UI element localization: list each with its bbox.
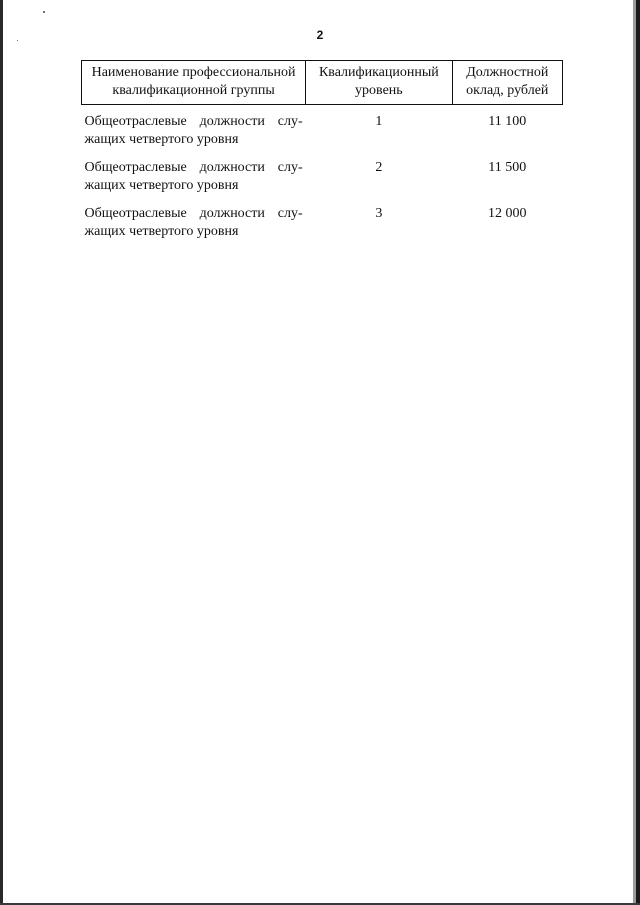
table-row — [82, 105, 563, 150]
table-row — [82, 149, 563, 195]
page-number: 2 — [316, 28, 324, 42]
row-group: Общеотраслевые должности слу-жащих четвертого уровня — [84, 206, 303, 239]
row-level: 3 — [375, 206, 383, 221]
header-level: Квалификационный уровень — [306, 61, 452, 105]
row-level: 1 — [375, 114, 383, 129]
scan-right-edge — [636, 0, 640, 905]
row-level: 2 — [375, 160, 383, 175]
header-group: Наименование профессиональной квалификационной группы — [82, 61, 306, 105]
header-salary: Должностной оклад, рублей — [452, 61, 562, 105]
salary-table — [81, 60, 563, 241]
scan-left-edge — [0, 0, 3, 905]
table-row — [82, 195, 563, 241]
row-group: Общеотраслевые должности слу-жащих четвертого уровня — [84, 160, 303, 193]
row-salary: 11 500 — [488, 160, 527, 175]
scan-speck — [43, 11, 45, 13]
row-group: Общеотраслевые должности слу-жащих четвертого уровня — [84, 114, 303, 147]
row-salary: 12 000 — [488, 206, 527, 221]
table-header-row — [82, 61, 563, 105]
scan-speck — [17, 40, 18, 41]
row-salary: 11 100 — [488, 114, 527, 129]
